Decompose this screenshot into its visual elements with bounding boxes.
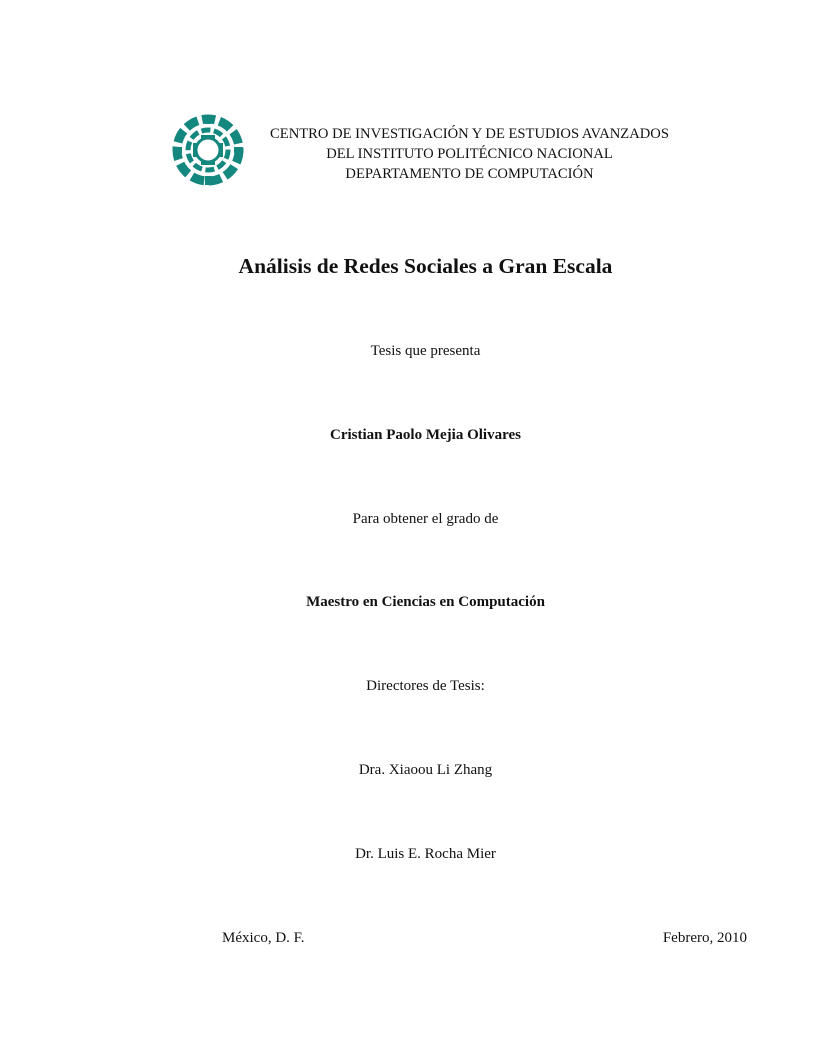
degree-label: Para obtener el grado de (352, 511, 499, 527)
cinvestav-logo-icon (171, 113, 245, 187)
institution-name: CENTRO DE INVESTIGACIÓN Y DE ESTUDIOS AVANZADOS (270, 126, 669, 142)
institution-parent: DEL INSTITUTO POLITÉCNICO NACIONAL (326, 146, 613, 162)
presented-by-label: Tesis que presenta (370, 343, 481, 359)
date: Febrero, 2010 (662, 930, 747, 946)
directors-label: Directores de Tesis: (366, 678, 485, 694)
degree-name: Maestro en Ciencias en Computación (306, 594, 545, 610)
director-2: Dr. Luis E. Rocha Mier (355, 846, 496, 862)
author-name: Cristian Paolo Mejia Olivares (330, 427, 521, 443)
place: México, D. F. (222, 930, 305, 946)
director-1: Dra. Xiaoou Li Zhang (358, 762, 493, 778)
institution-header (252, 124, 687, 184)
thesis-title: Análisis de Redes Sociales a Gran Escala (238, 254, 613, 278)
department-name: DEPARTAMENTO DE COMPUTACIÓN (345, 166, 594, 182)
